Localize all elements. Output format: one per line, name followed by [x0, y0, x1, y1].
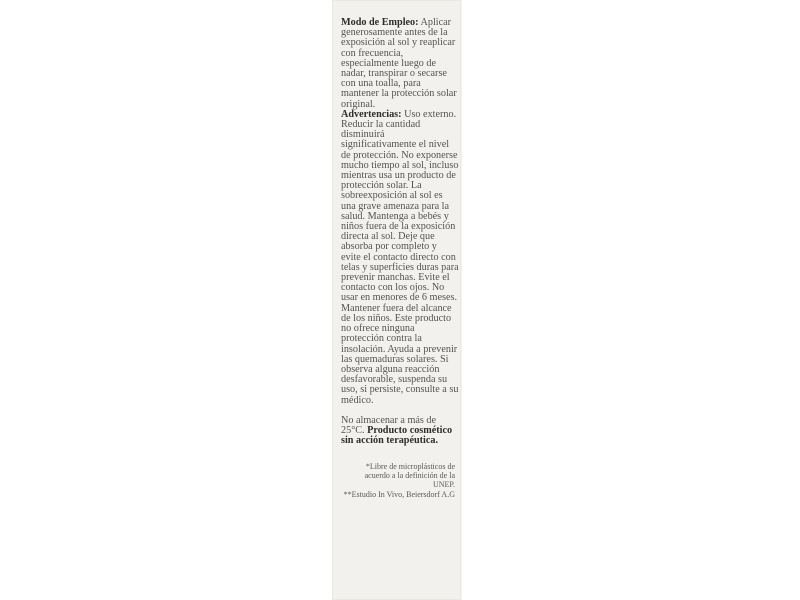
- footnote-microplastics: *Libre de microplásticos de acuerdo a la definición de la UNEP.: [364, 462, 455, 489]
- cosmetic-disclaimer: Producto cosmético sin acción terapéutica.: [341, 424, 453, 447]
- usage-paragraph: [341, 18, 459, 110]
- product-label-text: [341, 18, 459, 501]
- warnings-label: Advertencias:: [341, 108, 402, 120]
- storage-paragraph: [341, 416, 459, 447]
- warnings-paragraph: [341, 110, 459, 406]
- footnotes: [341, 463, 459, 499]
- usage-label: Modo de Empleo:: [341, 17, 419, 28]
- usage-text: Aplicar generosamente antes de la exposición al sol y reaplicar con frecuencia, especialmente luego de nadar, transpirar o secarse con una toalla, para mantener la protección solar original.: [341, 17, 457, 110]
- footnote-study: **Estudio In Vivo, Beiersdorf A.G: [343, 489, 455, 499]
- warnings-text: Uso externo. Reducir la cantidad disminuirá significativamente el nivel de protección. No exponerse mucho tiempo al sol, incluso mientras usa un producto de protección solar. La sobreexposición al sol es una grave amenaza para la salud. Mantenga a bebés y niños fuera de la exposición directa al sol. Deje que absorba por completo y evite el contacto directo con telas y superficies duras para prevenir manchas. Evite el contacto con los ojos. No usar en menores de 6 meses. Mantener fuera del alcance de los niños. Este producto no ofrece ninguna protección contra la insolación. Ayuda a prevenir las quemaduras solares. Si observa alguna reacción desfavorable, suspenda su uso, si persiste, consulte a su médico.: [341, 108, 459, 406]
- storage-text: No almacenar a más de 25°C.: [341, 414, 437, 436]
